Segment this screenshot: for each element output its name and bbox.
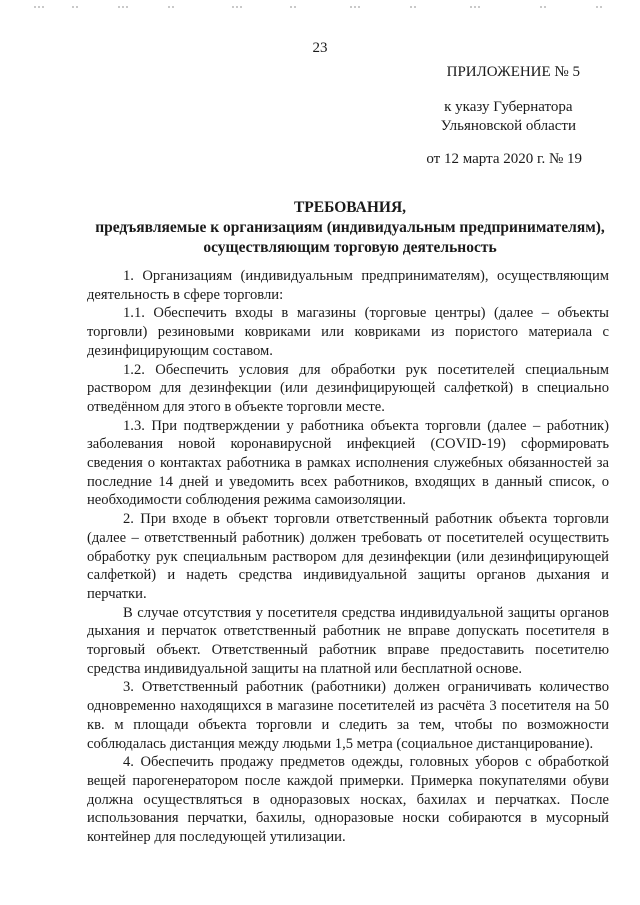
- document-title-line-3: осуществляющим торговую деятельность: [203, 239, 497, 256]
- appendix-ref-line-1: к указу Губернатора: [444, 99, 573, 115]
- appendix-date: от 12 марта 2020 г. № 19: [426, 151, 582, 167]
- paragraph: 1.2. Обеспечить условия для обработки рук посетителей специальным раствором для дезинфекции (или дезинфицирующей салфеткой) в специально отведённом для этого в объекте торговли месте.: [87, 361, 609, 415]
- appendix-ref-line-2: Ульяновской области: [440, 118, 576, 134]
- paragraph: 1.1. Обеспечить входы в магазины (торговые центры) (далее – объекты торговли) резиновыми ковриками или ковриками из пористого материала с дезинфицирующим составом.: [87, 305, 609, 359]
- appendix-title: ПРИЛОЖЕНИЕ № 5: [446, 64, 580, 80]
- paragraph: 4. Обеспечить продажу предметов одежды, головных уборов с обработкой вещей парогенератором после каждой примерки. Примерка покупателями обуви должна осуществляться в одноразовых носках, бахилах и перчатках. После использования перчатки, бахилы, одноразовые носки собираются в мусорный контейнер для последующей утилизации.: [87, 754, 609, 846]
- document-body: [87, 267, 609, 847]
- document-title-line-1: ТРЕБОВАНИЯ,: [293, 199, 407, 216]
- document-title-line-2: предъявляемые к организациям (индивидуальным предпринимателям),: [95, 219, 605, 236]
- scan-artifacts: [0, 6, 640, 10]
- page-number: 23: [312, 40, 328, 56]
- paragraph: 1.3. При подтверждении у работника объекта торговли (далее – работник) заболевания новой коронавирусной инфекцией (COVID-19) сформировать сведения о контактах работника в рамках исполнения служебных обязанностей за последние 14 дней и уведомить всех работников, входящих в данный список, о необходимости соблюдения режима самоизоляции.: [87, 417, 609, 509]
- paragraph: 3. Ответственный работник (работники) должен ограничивать количество одновременно находящихся в магазине посетителей из расчёта 3 посетителя на 50 кв. м площади объекта торговли и следить за тем, чтобы по возможности соблюдалась дистанция между людьми 1,5 метра (социальное дистанцирование).: [87, 679, 609, 752]
- paragraph: 1. Организациям (индивидуальным предпринимателям), осуществляющим деятельность в сфере торговли:: [87, 268, 609, 303]
- paragraph: 2. При входе в объект торговли ответственный работник объекта торговли (далее – ответственный работник) должен требовать от посетителей осуществить обработку рук специальным раствором для дезинфекции (или дезинфицирующей салфеткой) и надеть средства индивидуальной защиты органов дыхания и перчатки.: [87, 511, 609, 602]
- appendix-reference: [441, 98, 576, 136]
- document-title: [0, 198, 640, 258]
- paragraph: В случае отсутствия у посетителя средства индивидуальной защиты органов дыхания и перчаток ответственный работник не вправе допускать посетителя в торговый объект. Ответственный работник вправе предоставить посетителю средства индивидуальной защиты на платной или бесплатной основе.: [87, 604, 609, 677]
